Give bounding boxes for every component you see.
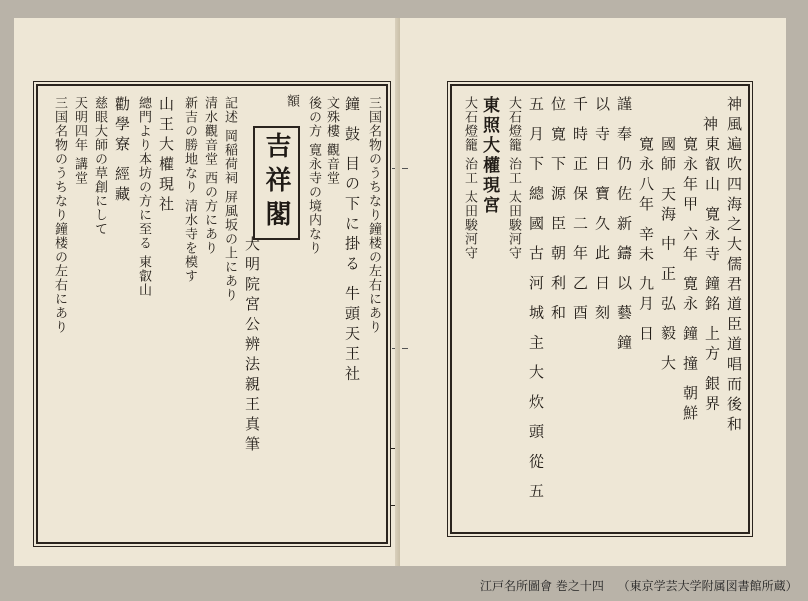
text-column: 三国名物のうちなり鐘楼の左右にあり [366, 96, 381, 334]
text-column: 寛永年甲 六年 寛永 鐘 撞 朝鮮 [681, 136, 699, 425]
source-credit: （東京学芸大学附属図書館所蔵） [617, 579, 798, 593]
header-mark: 神 [701, 116, 719, 136]
text-column: 新吉の勝地なり 清水寺を模す [182, 96, 197, 284]
text-column: 五 月 下 總 國 古 河 城 主 大 炊 頭 從 五 [527, 96, 545, 503]
text-column: 三国名物のうちなり鐘楼の左右にあり [52, 96, 67, 334]
text-column: 文殊樓 觀音堂 [324, 96, 339, 186]
author-line: 大明院宮公辨法親王真筆 [243, 236, 261, 456]
text-column: 東叡山 寛永寺 鐘銘 上方 銀界 [703, 136, 721, 416]
book-spread [14, 18, 786, 566]
text-column: 位 寛 下 源 臣 朝 利 和 [549, 96, 567, 325]
text-column: 大石燈籠 治工 太田駿河守 [506, 96, 521, 261]
left-page [14, 18, 400, 566]
section-title: 東照大權現宮 [479, 96, 499, 216]
text-column: 鐘 鼓 目の下に掛る 牛頭天王社 [343, 96, 361, 386]
text-column: 神風遍吹四海之大儒君道臣道唱而後和 [725, 96, 743, 436]
text-column: 勸學寮 經藏 [113, 96, 131, 206]
text-column: 記述 岡稲荷祠 屏風坂の上にあり [222, 96, 237, 303]
text-column: 大石燈籠 治工 太田駿河守 [462, 96, 477, 261]
section-title: 吉祥閣 [253, 126, 300, 240]
text-column: 國師 天海 中 正 弘 毅 大 [659, 136, 677, 375]
right-page [400, 18, 786, 566]
text-column: 天明四年 講堂 [72, 96, 87, 186]
title-prefix: 額 [284, 94, 299, 108]
text-column: 山王大權現社 [157, 96, 175, 216]
right-page-frame [450, 84, 750, 534]
binding-stitch [402, 348, 408, 349]
image-caption [480, 577, 808, 594]
text-column: 後の方 寛永寺の境内なり [306, 96, 321, 256]
text-column: 寛永八年 辛未 九月 日 [637, 136, 655, 346]
text-column: 謹 奉 仍 佐 新 鑄 以 藝 鐘 [615, 96, 633, 355]
text-column: 以 寺 日 寶 久 此 日 刻 [593, 96, 611, 325]
left-page-frame [36, 84, 388, 544]
text-column: 千 時 正 保 二 年 乙 酉 [571, 96, 589, 325]
binding-stitch [402, 168, 408, 169]
book-title: 江戸名所圖會 巻之十四 [480, 579, 604, 593]
text-column: 慈眼大師の草創にして [92, 96, 107, 236]
text-column: 總門より本坊の方に至る 東叡山 [136, 96, 151, 298]
text-column: 清水觀音堂 西の方にあり [202, 96, 217, 256]
